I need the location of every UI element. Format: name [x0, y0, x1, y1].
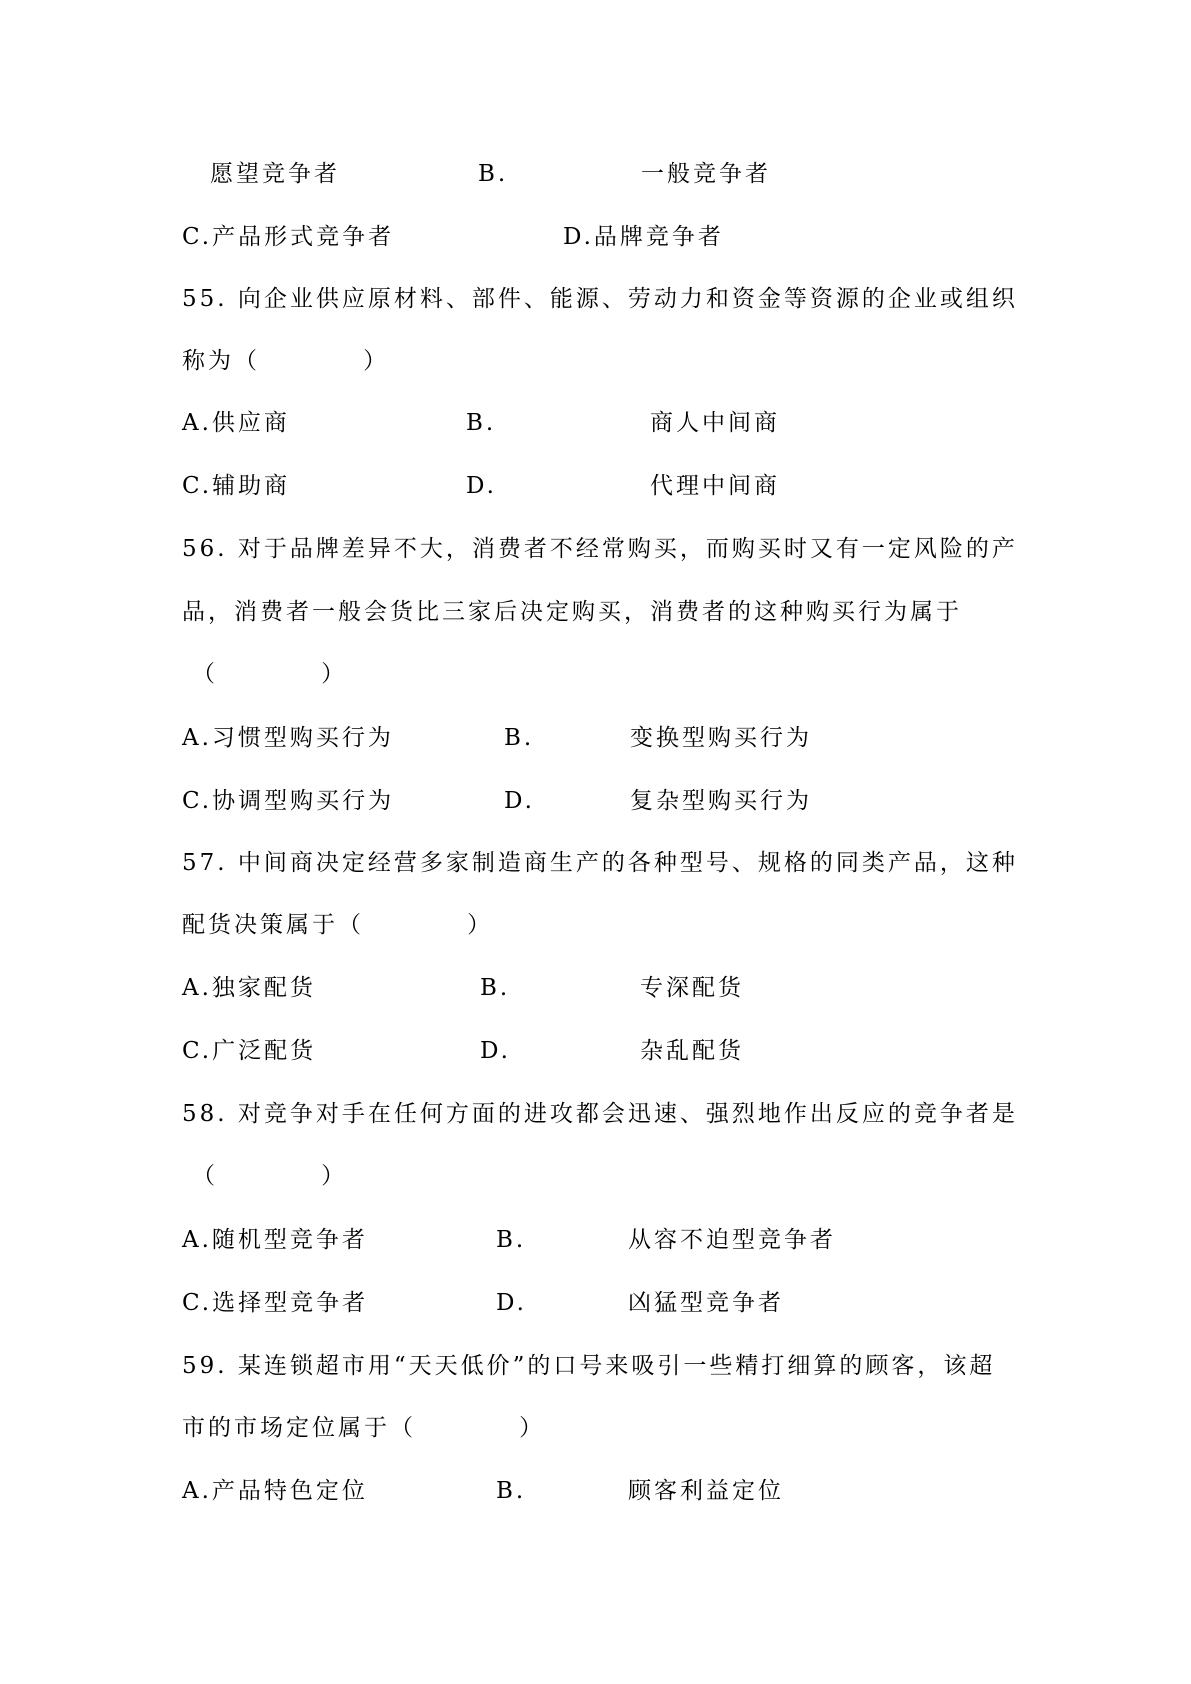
option-d-text: D.品牌竞争者 [563, 224, 724, 250]
q57-option-a: A.独家配货 [182, 975, 316, 1001]
q55-option-b-label: B. [466, 410, 497, 436]
q56-option-c: C.协调型购买行为 [182, 788, 395, 814]
q56-option-a: A.习惯型购买行为 [182, 725, 394, 751]
q55-option-c: C.辅助商 [182, 473, 291, 499]
question-55-line-2: 称为（ ） [182, 348, 390, 374]
q57-option-d-label: D. [480, 1038, 511, 1064]
q59-option-b-text: 顾客利益定位 [628, 1478, 784, 1504]
q58-option-b-text: 从容不迫型竞争者 [628, 1227, 836, 1253]
question-56-line-2: 品，消费者一般会货比三家后决定购买，消费者的这种购买行为属于 [182, 599, 962, 625]
q56-option-b-label: B. [504, 725, 535, 751]
question-57-line-2: 配货决策属于（ ） [182, 912, 494, 938]
q58-option-b-label: B. [496, 1227, 527, 1253]
question-58-line-1: 58. 对竞争对手在任何方面的进攻都会迅速、强烈地作出反应的竞争者是 [182, 1101, 1018, 1127]
q55-option-b-text: 商人中间商 [650, 410, 780, 436]
q58-option-c: C.选择型竞争者 [182, 1290, 369, 1316]
q58-option-d-label: D. [496, 1290, 527, 1316]
q58-option-d-text: 凶猛型竞争者 [628, 1290, 784, 1316]
q55-option-a: A.供应商 [182, 410, 290, 436]
question-56-line-3: （ ） [192, 661, 348, 687]
q55-option-d-text: 代理中间商 [650, 473, 780, 499]
q57-option-c: C.广泛配货 [182, 1038, 317, 1064]
q56-option-b-text: 变换型购买行为 [630, 725, 812, 751]
q57-option-b-label: B. [480, 975, 511, 1001]
q56-option-d-text: 复杂型购买行为 [630, 788, 812, 814]
question-58-line-2: （ ） [192, 1163, 348, 1189]
question-55-line-1: 55. 向企业供应原材料、部件、能源、劳动力和资金等资源的企业或组织 [182, 286, 1018, 312]
question-57-line-1: 57. 中间商决定经营多家制造商生产的各种型号、规格的同类产品，这种 [182, 850, 1018, 876]
option-b-text: 一般竞争者 [641, 161, 771, 187]
q58-option-a: A.随机型竞争者 [182, 1227, 368, 1253]
q56-option-d-label: D. [504, 788, 535, 814]
q57-option-b-text: 专深配货 [640, 975, 744, 1001]
q57-option-d-text: 杂乱配货 [640, 1038, 744, 1064]
question-56-line-1: 56. 对于品牌差异不大，消费者不经常购买，而购买时又有一定风险的产 [182, 536, 1018, 562]
q59-option-b-label: B. [496, 1478, 527, 1504]
q59-option-a: A.产品特色定位 [182, 1478, 368, 1504]
question-59-line-2: 市的市场定位属于（ ） [182, 1415, 546, 1441]
option-c-text: C.产品形式竞争者 [182, 224, 395, 250]
question-59-line-1: 59. 某连锁超市用“天天低价”的口号来吸引一些精打细算的顾客，该超 [182, 1353, 996, 1379]
option-a-text: 愿望竞争者 [210, 161, 340, 187]
q55-option-d-label: D. [466, 473, 497, 499]
option-b-label: B. [478, 161, 509, 187]
